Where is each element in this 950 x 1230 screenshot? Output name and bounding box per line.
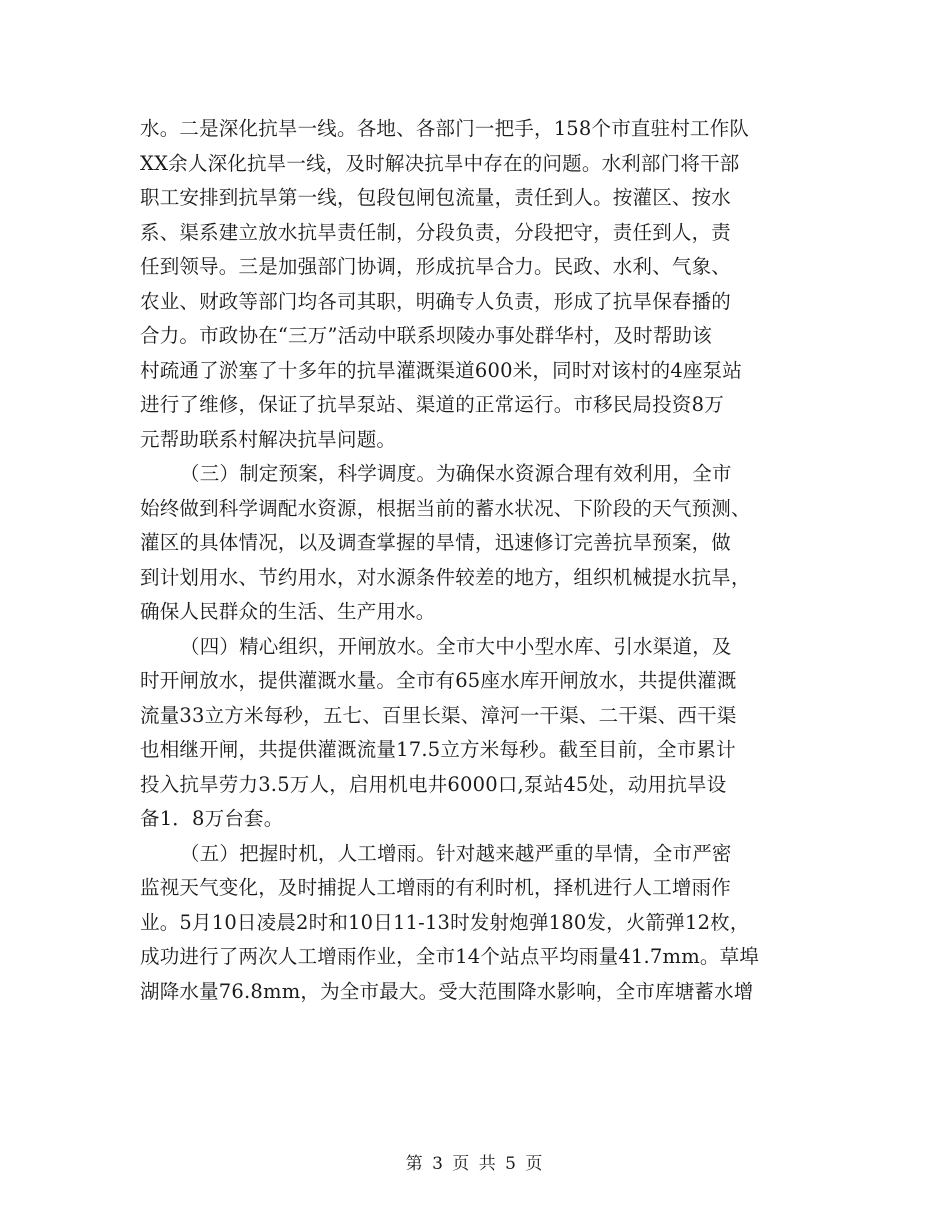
document-body xyxy=(140,112,820,1009)
body-line: 始终做到科学调配水资源，根据当前的蓄水状况、下阶段的天气预测、 xyxy=(140,496,751,520)
body-line: 进行了维修，保证了抗旱泵站、渠道的正常运行。市移民局投资8万 xyxy=(140,393,724,416)
body-line: 业。5月10日凌晨2时和10日11-13时发射炮弹180发，火箭弹12枚， xyxy=(140,910,750,934)
body-line: 确保人民群众的生活、生产用水。 xyxy=(140,600,436,623)
body-line: 流量33立方米每秒，五七、百里长渠、漳河一干渠、二干渠、西干渠 xyxy=(140,703,737,727)
body-line: 时开闸放水，提供灌溉水量。全市有65座水库开闸放水，共提供灌溉 xyxy=(140,669,737,692)
section-heading-line: （四）精心组织，开闸放水。全市大中小型水库、引水渠道，及 xyxy=(180,634,732,658)
body-line: 也相继开闸，共提供灌溉流量17.5立方米每秒。截至目前，全市累计 xyxy=(140,738,736,761)
body-line: XX余人深化抗旱一线，及时解决抗旱中存在的问题。水利部门将干部 xyxy=(140,151,740,175)
body-line: 湖降水量76.8mm，为全市最大。受大范围降水影响，全市库塘蓄水增 xyxy=(140,979,754,1003)
body-line: 村疏通了淤塞了十多年的抗旱灌溉渠道600米，同时对该村的4座泵站 xyxy=(140,358,743,382)
body-line: 职工安排到抗旱第一线，包段包闸包流量，责任到人。按灌区、按水 xyxy=(140,186,732,209)
section-heading-line: （三）制定预案，科学调度。为确保水资源合理有效利用，全市 xyxy=(180,462,732,485)
body-line: 元帮助联系村解决抗旱问题。 xyxy=(140,427,397,451)
body-line: 成功进行了两次人工增雨作业，全市14个站点平均雨量41.7mm。草埠 xyxy=(140,945,760,968)
body-line: 灌区的具体情况，以及调查掌握的旱情，迅速修订完善抗旱预案，做 xyxy=(140,531,732,554)
body-line: 合力。市政协在“三万”活动中联系坝陵办事处群华村，及时帮助该 xyxy=(140,324,712,347)
body-line: 水。二是深化抗旱一线。各地、各部门一把手，158个市直驻村工作队 xyxy=(140,117,750,140)
body-line: 投入抗旱劳力3.5万人，启用机电井6000口,泵站45处，动用抗旱设 xyxy=(140,772,727,796)
body-line: 到计划用水、节约用水，对水源条件较差的地方，组织机械提水抗旱， xyxy=(140,565,751,589)
body-line: 监视天气变化，及时捕捉人工增雨的有利时机，择机进行人工增雨作 xyxy=(140,876,732,899)
body-line: 农业、财政等部门均各司其职，明确专人负责，形成了抗旱保春播的 xyxy=(140,289,732,313)
body-line: 备1．8万台套。 xyxy=(140,807,284,830)
page-number-footer: 第 3 页 共 5 页 xyxy=(405,1154,545,1174)
body-line: 系、渠系建立放水抗旱责任制，分段负责，分段把守，责任到人，责 xyxy=(140,220,732,244)
section-heading-line: （五）把握时机，人工增雨。针对越来越严重的旱情，全市严密 xyxy=(180,841,732,865)
body-line: 任到领导。三是加强部门协调，形成抗旱合力。民政、水利、气象、 xyxy=(140,255,732,278)
